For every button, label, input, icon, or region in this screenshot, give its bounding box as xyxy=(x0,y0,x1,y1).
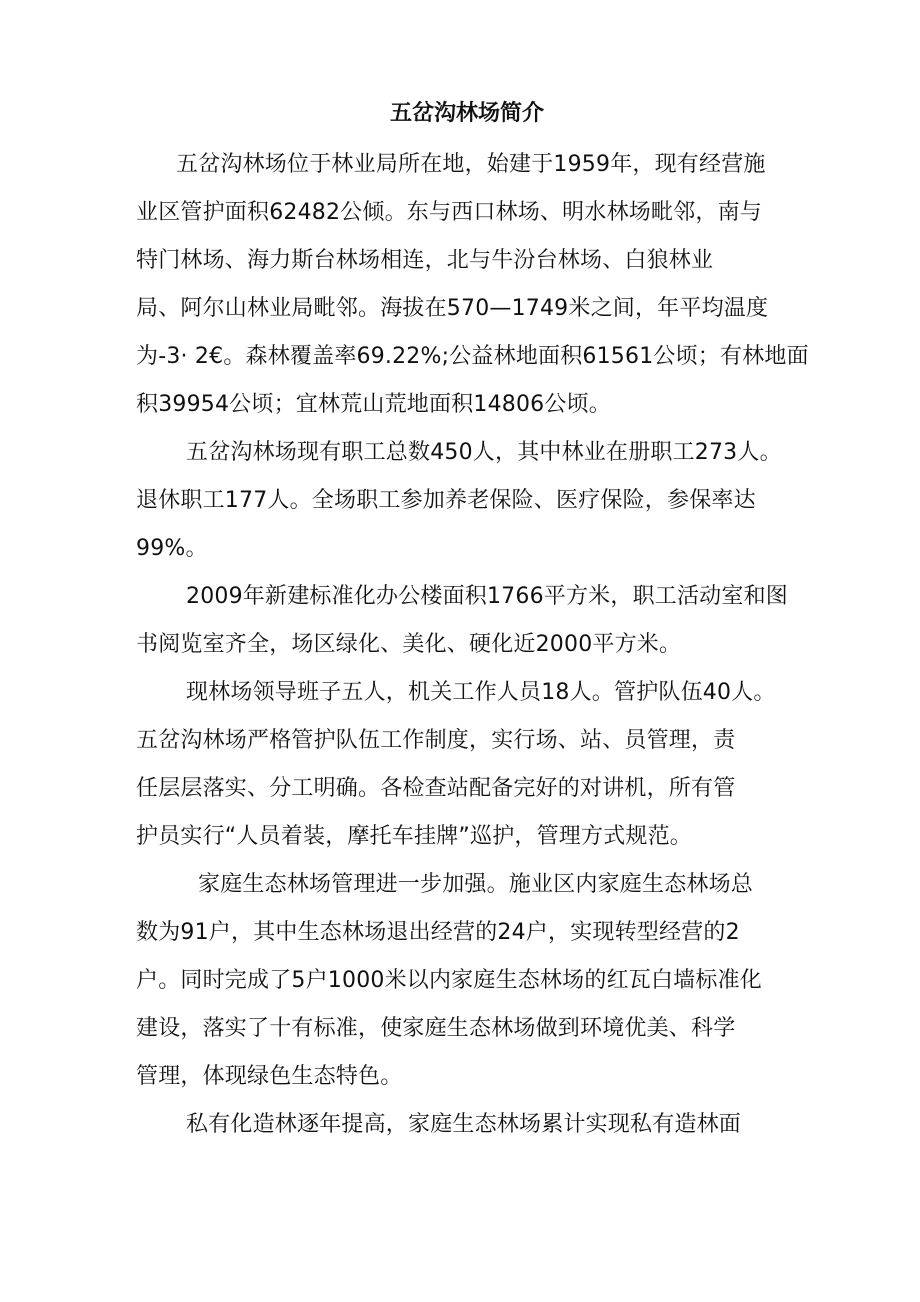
paragraph-5-line-2: 数为91户，其中生态林场退出经营的24户，实现转型经营的2 xyxy=(136,920,740,945)
paragraph-3-line-1: 2009年新建标准化办公楼面积1766平方米，职工活动室和图 xyxy=(186,584,788,609)
paragraph-4-line-3: 任层层落实、分工明确。各检查站配备完好的对讲机，所有管 xyxy=(136,776,736,801)
paragraph-5-line-5: 管理，体现绿色生态特色。 xyxy=(136,1064,403,1089)
paragraph-1-line-2: 业区管护面积62482公倾。东与西口林场、明水林场毗邻，南与 xyxy=(136,200,762,225)
paragraph-1-line-6: 积39954公顷；宜林荒山荒地面积14806公顷。 xyxy=(136,392,611,417)
paragraph-1-line-5: 为-3· 2€。森林覆盖率69.22%;公益林地面积61561公顷；有林地面 xyxy=(136,344,809,369)
paragraph-4-line-4: 护员实行“人员着装，摩托车挂牌”巡护，管理方式规范。 xyxy=(136,824,692,849)
paragraph-2-line-3: 99%。 xyxy=(136,536,208,561)
paragraph-1-line-4: 局、阿尔山林业局毗邻。海拔在570—1749米之间，年平均温度 xyxy=(136,296,769,321)
document-title: 五岔沟林场简介 xyxy=(389,101,544,126)
paragraph-6-line-1: 私有化造林逐年提高，家庭生态林场累计实现私有造林面 xyxy=(186,1112,742,1137)
paragraph-5-line-3: 户。同时完成了5户1000米以内家庭生态林场的红瓦白墙标准化 xyxy=(136,968,762,993)
paragraph-5-line-1: 家庭生态林场管理进一步加强。施业区内家庭生态林场总 xyxy=(198,872,754,897)
paragraph-5-line-4: 建设，落实了十有标准，使家庭生态林场做到环境优美、科学 xyxy=(136,1016,736,1041)
paragraph-1-line-3: 特门林场、海力斯台林场相连，北与牛汾台林场、白狼林业 xyxy=(136,248,714,273)
paragraph-4-line-1: 现林场领导班子五人，机关工作人员18人。管护队伍40人。 xyxy=(186,680,776,705)
paragraph-2-line-1: 五岔沟林场现有职工总数450人，其中林业在册职工273人。 xyxy=(186,440,782,465)
paragraph-1-line-1: 五岔沟林场位于林业局所在地，始建于1959年，现有经营施 xyxy=(176,152,766,177)
paragraph-2-line-2: 退休职工177人。全场职工参加养老保险、医疗保险，参保率达 xyxy=(136,488,756,513)
paragraph-3-line-2: 书阅览室齐全，场区绿化、美化、硬化近2000平方米。 xyxy=(136,632,682,657)
paragraph-4-line-2: 五岔沟林场严格管护队伍工作制度，实行场、站、员管理，责 xyxy=(136,728,736,753)
